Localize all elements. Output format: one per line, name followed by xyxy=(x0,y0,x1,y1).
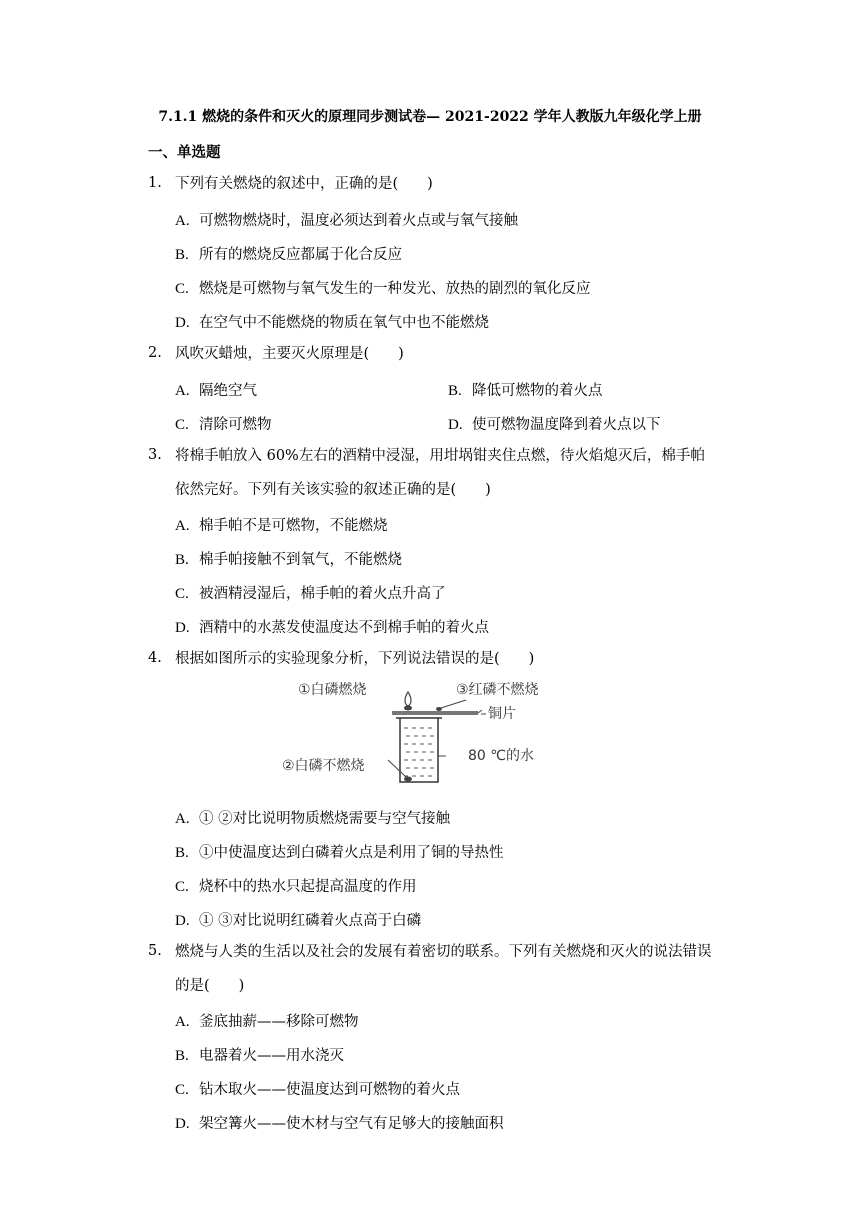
question-number: 5. xyxy=(148,943,162,959)
option-1c xyxy=(175,277,591,298)
option-text: 架空篝火——使木材与空气有足够大的接触面积 xyxy=(199,1116,504,1132)
option-letter: A. xyxy=(175,518,190,534)
question-stem: 下列有关燃烧的叙述中，正确的是( ) xyxy=(175,176,433,192)
experiment-figure xyxy=(282,678,568,788)
question-2 xyxy=(148,337,720,371)
option-4d xyxy=(175,909,421,930)
option-2d xyxy=(448,413,661,434)
question-3 xyxy=(148,439,712,507)
question-stem: 将棉手帕放入 60%左右的酒精中浸湿，用坩埚钳夹住点燃，待火焰熄灭后，棉手帕依然完好。下列有关该实验的叙述正确的是( ) xyxy=(175,448,705,498)
option-text: 隔绝空气 xyxy=(199,383,257,399)
option-2c xyxy=(175,413,272,434)
option-letter: D. xyxy=(448,417,463,433)
option-text: 钻木取火——使温度达到可燃物的着火点 xyxy=(199,1082,460,1098)
option-letter: B. xyxy=(175,552,189,568)
option-1b xyxy=(175,243,402,264)
option-3c xyxy=(175,582,446,603)
section-heading: 一、单选题 xyxy=(148,144,221,161)
option-letter: B. xyxy=(175,247,189,263)
option-letter: D. xyxy=(175,315,190,331)
option-text: 降低可燃物的着火点 xyxy=(472,383,603,399)
option-5a xyxy=(175,1010,359,1031)
option-letter: D. xyxy=(175,913,190,929)
white-phosphorus-dot xyxy=(404,706,412,711)
water xyxy=(404,728,434,776)
option-text: 棉手帕接触不到氧气，不能燃烧 xyxy=(199,552,402,568)
option-letter: C. xyxy=(175,281,189,297)
option-4c xyxy=(175,875,417,896)
option-3b xyxy=(175,548,402,569)
question-stem: 燃烧与人类的生活以及社会的发展有着密切的联系。下列有关燃烧和灭火的说法错误的是( ) xyxy=(175,944,712,994)
option-letter: C. xyxy=(175,586,189,602)
label-red-phosphorus-not-burning: ③红磷不燃烧 xyxy=(456,682,539,698)
option-text: 酒精中的水蒸发使温度达不到棉手帕的着火点 xyxy=(199,620,489,636)
option-text: ①中使温度达到白磷着火点是利用了铜的导热性 xyxy=(199,845,504,861)
option-text: 釜底抽薪——移除可燃物 xyxy=(199,1014,359,1030)
option-5d xyxy=(175,1112,504,1133)
option-2a xyxy=(175,379,257,400)
question-number: 3. xyxy=(148,447,162,463)
option-letter: C. xyxy=(175,417,189,433)
question-1 xyxy=(148,167,720,201)
document-title: 7.1.1 燃烧的条件和灭火的原理同步测试卷— 2021-2022 学年人教版九年级化学上册 xyxy=(158,109,702,125)
option-letter: C. xyxy=(175,879,189,895)
option-letter: D. xyxy=(175,620,190,636)
option-letter: C. xyxy=(175,1082,189,1098)
option-1a xyxy=(175,209,518,230)
option-letter: B. xyxy=(175,1048,189,1064)
question-5 xyxy=(148,935,720,1003)
option-5b xyxy=(175,1044,344,1065)
option-4b xyxy=(175,841,504,862)
submerged-white-phosphorus xyxy=(404,777,412,782)
option-4a xyxy=(175,807,450,828)
label-copper-sheet: 铜片 xyxy=(488,706,516,722)
question-stem: 根据如图所示的实验现象分析，下列说法错误的是( ) xyxy=(175,651,535,667)
option-letter: A. xyxy=(175,1014,190,1030)
question-stem: 风吹灭蜡烛，主要灭火原理是( ) xyxy=(175,346,404,362)
option-3a xyxy=(175,514,388,535)
option-letter: B. xyxy=(448,383,462,399)
flame-icon xyxy=(405,692,411,706)
option-text: 所有的燃烧反应都属于化合反应 xyxy=(199,247,402,263)
option-letter: B. xyxy=(175,845,189,861)
option-1d xyxy=(175,311,489,332)
option-text: 可燃物燃烧时，温度必须达到着火点或与氧气接触 xyxy=(199,213,518,229)
option-text: ① ②对比说明物质燃烧需要与空气接触 xyxy=(199,811,451,827)
option-text: 被酒精浸湿后，棉手帕的着火点升高了 xyxy=(199,586,446,602)
question-number: 4. xyxy=(148,650,162,666)
option-letter: A. xyxy=(175,811,190,827)
option-text: 烧杯中的热水只起提高温度的作用 xyxy=(199,879,417,895)
option-3d xyxy=(175,616,489,637)
option-text: 在空气中不能燃烧的物质在氧气中也不能燃烧 xyxy=(199,315,489,331)
option-letter: A. xyxy=(175,213,190,229)
option-text: 使可燃物温度降到着火点以下 xyxy=(472,417,661,433)
question-4 xyxy=(148,642,720,676)
label-submerged-white-phosphorus: ②白磷不燃烧 xyxy=(282,758,365,774)
option-5c xyxy=(175,1078,460,1099)
question-number: 2. xyxy=(148,345,162,361)
option-letter: A. xyxy=(175,383,190,399)
option-text: ① ③对比说明红磷着火点高于白磷 xyxy=(199,913,422,929)
option-letter: D. xyxy=(175,1116,190,1132)
option-text: 棉手帕不是可燃物，不能燃烧 xyxy=(199,518,388,534)
option-2b xyxy=(448,379,603,400)
copper-sheet xyxy=(392,711,478,715)
option-text: 燃烧是可燃物与氧气发生的一种发光、放热的剧烈的氧化反应 xyxy=(199,281,591,297)
label-hot-water: 80 ℃的水 xyxy=(468,748,534,764)
option-text: 电器着火——用水浇灭 xyxy=(199,1048,344,1064)
label-white-phosphorus-burning: ①白磷燃烧 xyxy=(298,682,367,698)
option-text: 清除可燃物 xyxy=(199,417,272,433)
question-number: 1. xyxy=(148,175,162,191)
